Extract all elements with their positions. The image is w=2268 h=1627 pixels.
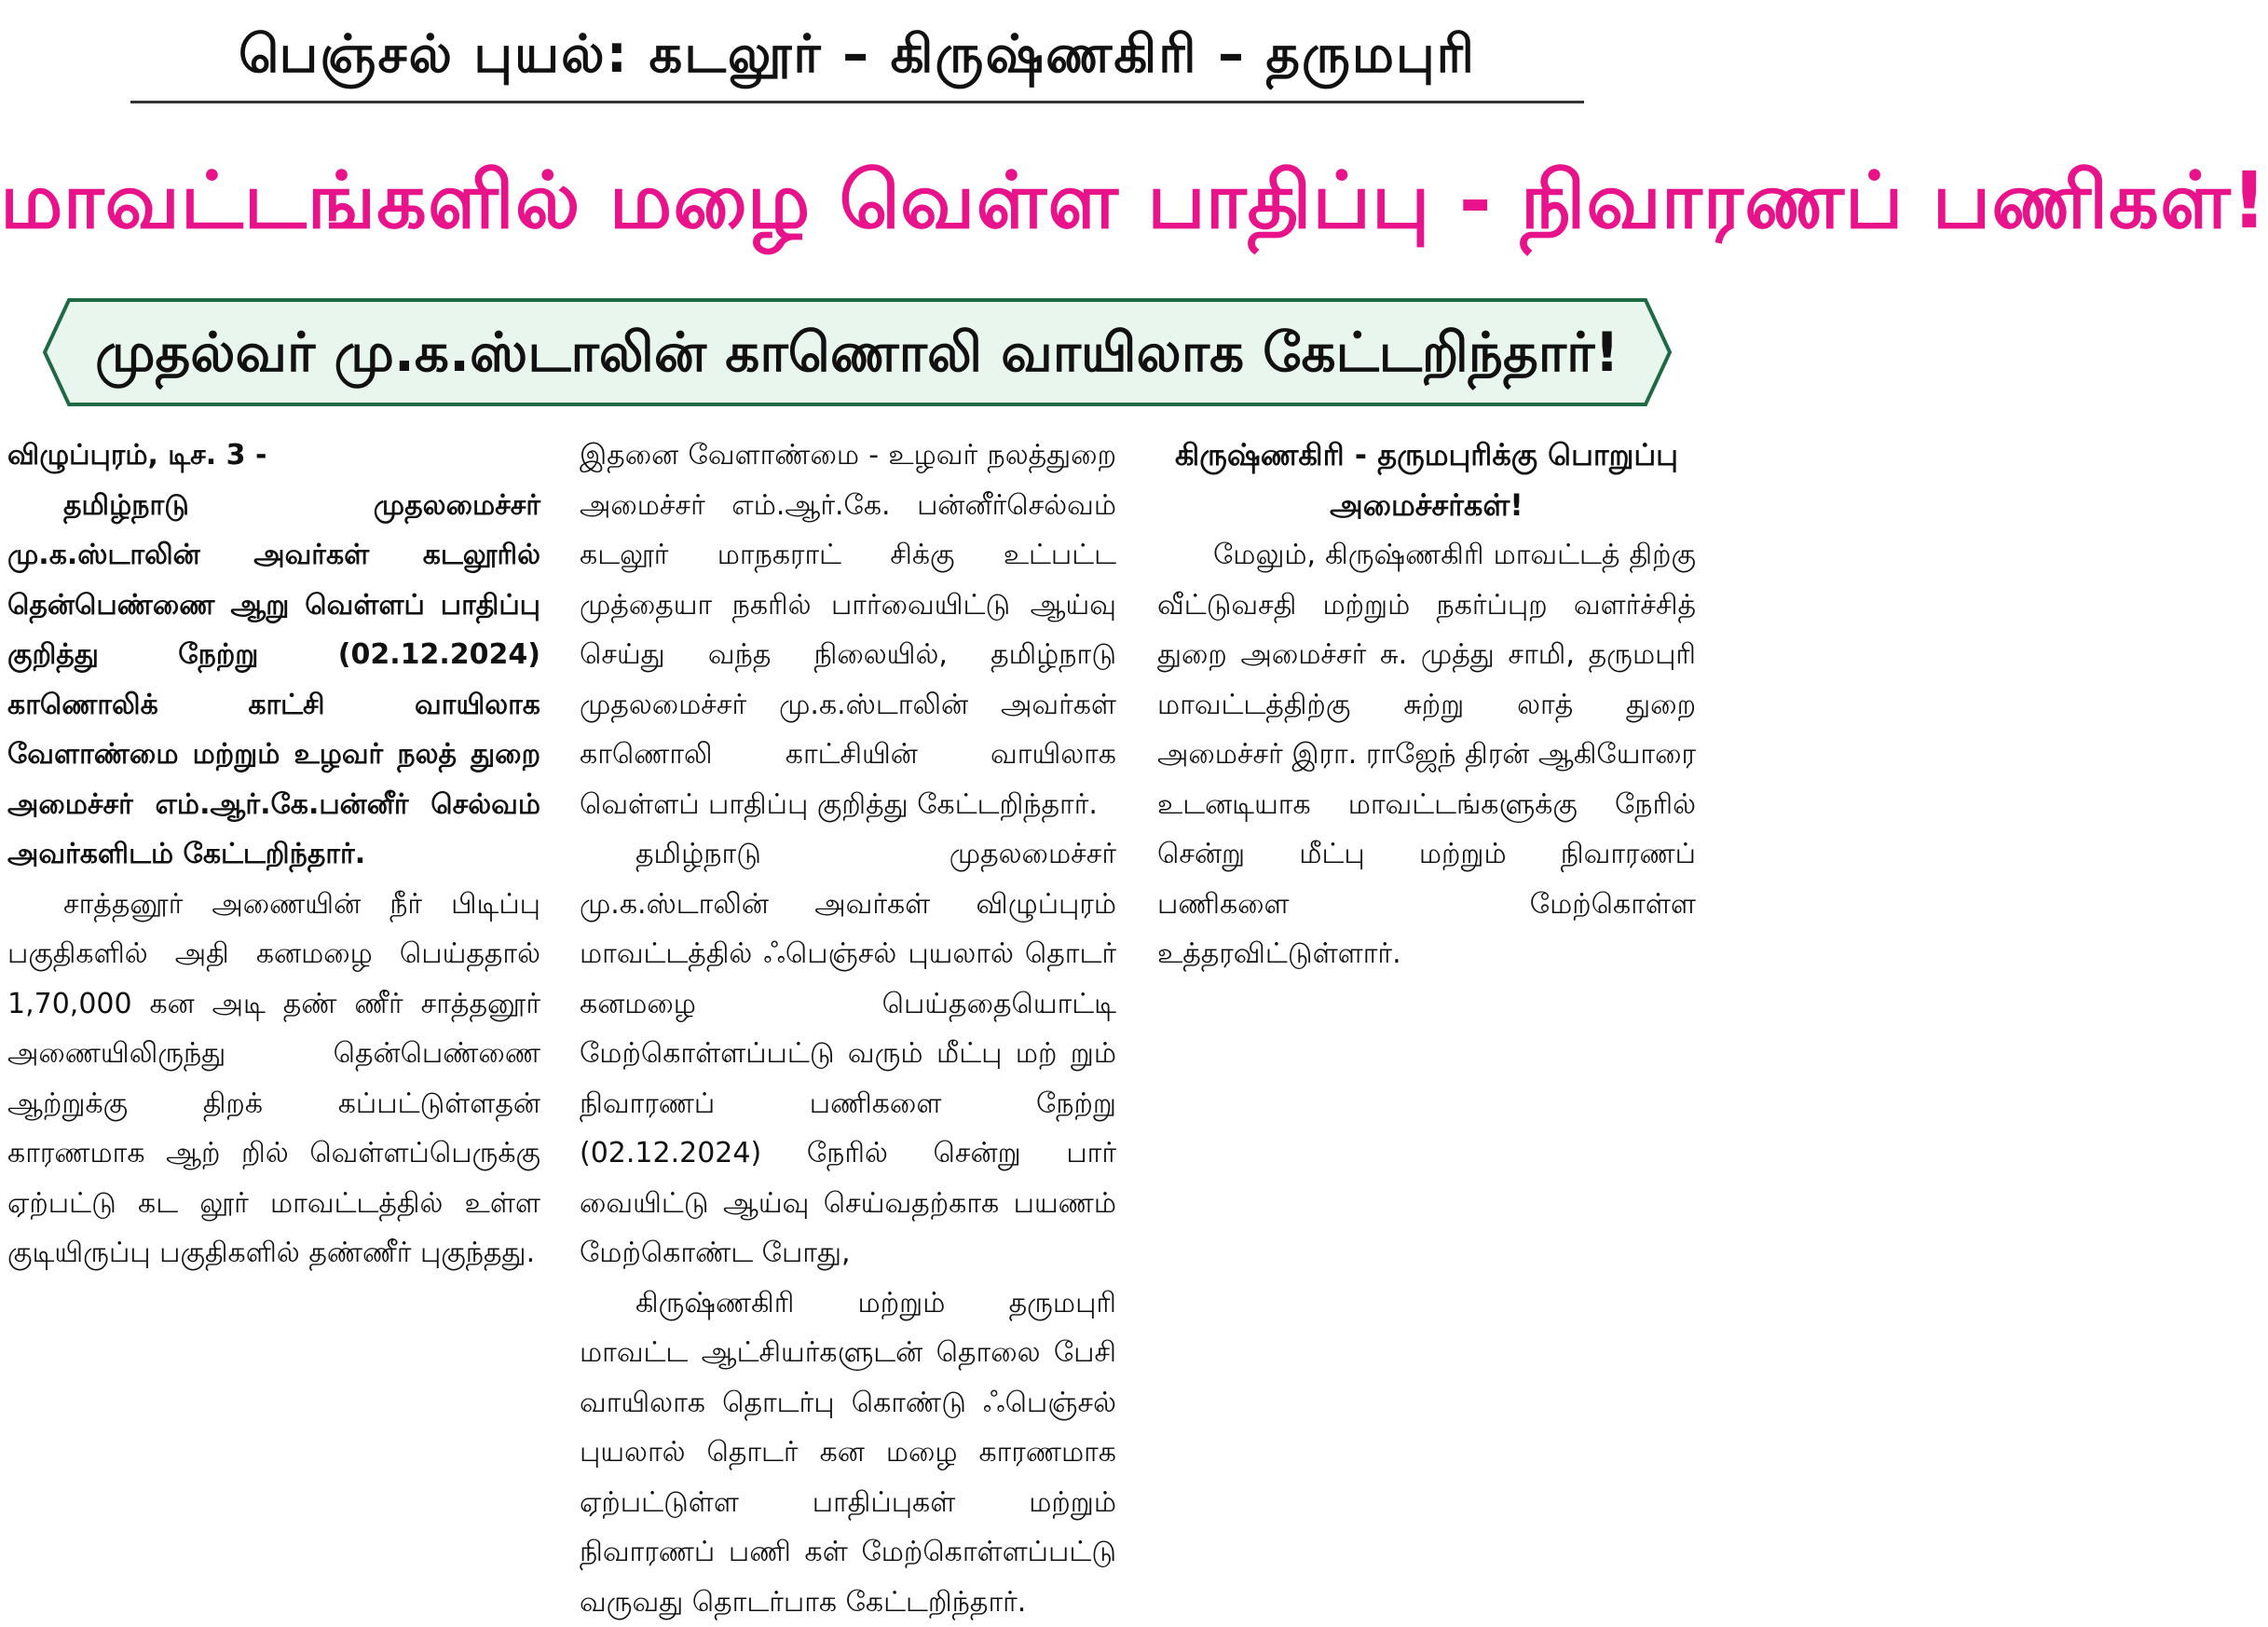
- body-paragraph: [580, 1278, 1116, 1627]
- body-paragraph: இதனை வேளாண்மை - உழவர் நலத்துறை அமைச்சர் எம்.ஆர்.கே. பன்னீர்செல்வம் கடலூர் மாநகராட் சிக்கு உட்பட்ட முத்தையா நகரில் பார்வையிட்டு ஆய்வு செய்து வந்த நிலையில், தமிழ்நாடு முதலமைச்சர் மு.க.ஸ்டாலின் அவர்கள் காணொலி காட்சியின் வாயிலாக வெள்ளப் பாதிப்பு குறித்து கேட்டறிந்தார்.: [580, 431, 1116, 829]
- kicker-divider: [130, 101, 1584, 103]
- article-column-1: [7, 431, 540, 1320]
- body-paragraph: மேலும், கிருஷ்ணகிரி மாவட்டத் திற்கு வீட்டுவசதி மற்றும் நகர்ப்புற வளர்ச்சித் துறை அமைச்சர் சு. முத்து சாமி, தருமபுரி மாவட்டத்திற்கு சுற்று லாத் துறை அமைச்சர் இரா. ராஜேந் திரன் ஆகியோரை உடனடியாக மாவட்டங்களுக்கு நேரில் சென்று மீட்பு மற்றும் நிவாரணப் பணிகளை மேற்கொள்ள உத்தரவிட்டுள்ளார்.: [1157, 530, 1696, 979]
- main-headline: மாவட்டங்களில் மழை வெள்ள பாதிப்பு - நிவாரணப் பணிகள்!: [0, 130, 1713, 270]
- section-subhead: கிருஷ்ணகிரி - தருமபுரிக்கு பொறுப்பு அமைச்சர்கள்!: [1157, 431, 1696, 530]
- body-paragraph: சாத்தனூர் அணையின் நீர் பிடிப்பு பகுதிகளில் அதி கனமழை பெய்ததால் 1,70,000 கன அடி தண் ணீர் சாத்தனூர் அணையிலிருந்து தென்பெண்ணை ஆற்றுக்கு திறக் கப்பட்டுள்ளதன் காரணமாக ஆற் றில் வெள்ளப்பெருக்கு ஏற்பட்டு கட லூர் மாவட்டத்தில் உள்ள குடியிருப்பு பகுதிகளில் தண்ணீர் புகுந்தது.: [7, 880, 540, 1278]
- sub-headline-banner: [41, 296, 1674, 408]
- continued-text: கிருஷ்ணகிரி மற்றும் தருமபுரி மாவட்ட ஆட்சியர்களுடன் தொலை பேசி வாயிலாக தொடர்பு கொண்டு ஃபெஞ்சல் புயலால் தொடர் கன மழை காரணமாக ஏற்பட்டுள்ள பாதிப்புகள் மற்றும் நிவாரணப் பணி கள் மேற்கொள்ளப்பட்டு வருவது தொடர்பாக கேட்டறிந்தார்.: [580, 1287, 1116, 1619]
- kicker-heading: பெஞ்சல் புயல்: கடலூர் – கிருஷ்ணகிரி – தருமபுரி: [130, 17, 1584, 93]
- dateline: விழுப்புரம், டிச. 3 -: [7, 431, 540, 481]
- article-column-2: [580, 431, 1116, 1320]
- lead-paragraph: தமிழ்நாடு முதலமைச்சர் மு.க.ஸ்டாலின் அவர்கள் கடலூரில் தென்பெண்ணை ஆறு வெள்ளப் பாதிப்பு குறித்து நேற்று (02.12.2024) காணொலிக் காட்சி வாயிலாக வேளாண்மை மற்றும் உழவர் நலத் துறை அமைச்சர் எம்.ஆர்.கே.பன்னீர் செல்வம் அவர்களிடம் கேட்டறிந்தார்.: [7, 481, 540, 880]
- sub-headline-text: முதல்வர் மு.க.ஸ்டாலின் காணொலி வாயிலாக கேட்டறிந்தார்!: [41, 296, 1674, 408]
- body-paragraph: தமிழ்நாடு முதலமைச்சர் மு.க.ஸ்டாலின் அவர்கள் விழுப்புரம் மாவட்டத்தில் ஃபெஞ்சல் புயலால் தொடர் கனமழை பெய்ததையொட்டி மேற்கொள்ளப்பட்டு வரும் மீட்பு மற் றும் நிவாரணப் பணிகளை நேற்று (02.12.2024) நேரில் சென்று பார் வையிட்டு ஆய்வு செய்வதற்காக பயணம் மேற்கொண்ட போது,: [580, 829, 1116, 1278]
- article-column-3: [1157, 431, 1696, 1320]
